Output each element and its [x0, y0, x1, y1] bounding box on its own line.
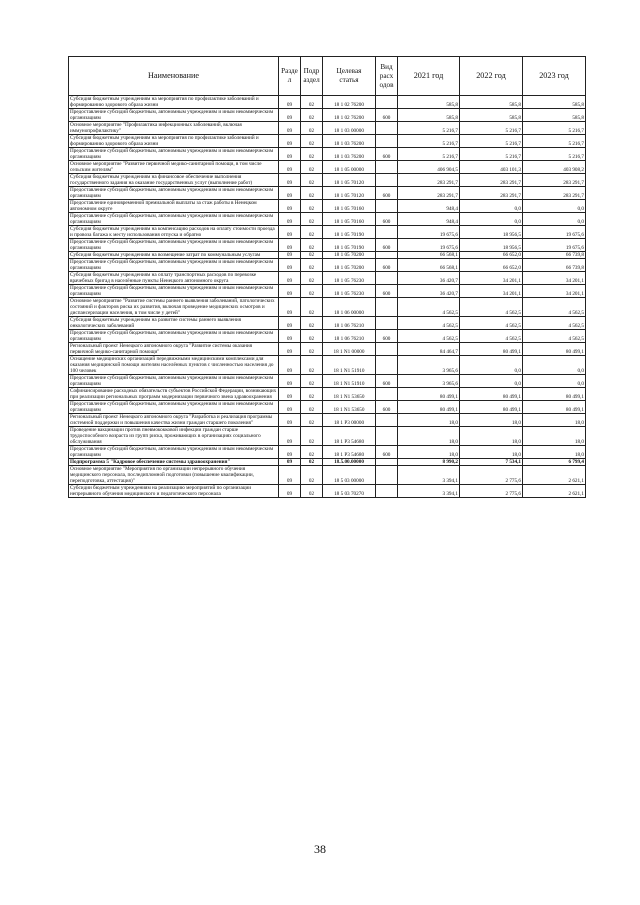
header-subsection: Подр аздел [301, 57, 323, 96]
table-row [69, 272, 586, 285]
table-row [69, 298, 586, 317]
row-amount-2021: 36 420,7 [398, 285, 460, 298]
row-name: Предоставление субсидий бюджетным, автономным учреждениям и иным некоммерческим организациям [69, 259, 279, 272]
row-amount-2021: 19 675,6 [398, 239, 460, 252]
header-year-2022: 2022 год [460, 57, 523, 96]
table-row [69, 401, 586, 414]
table-row [69, 259, 586, 272]
row-section: 09 [279, 356, 301, 375]
row-amount-2022: 0,0 [460, 375, 523, 388]
row-amount-2021: 66 568,1 [398, 252, 460, 259]
row-target-article: 18 1 05 76230 [323, 285, 376, 298]
table-row [69, 330, 586, 343]
row-amount-2021: 948,4 [398, 200, 460, 213]
table-body [69, 96, 586, 498]
table-row [69, 122, 586, 135]
row-amount-2021: 8 990,2 [398, 459, 460, 466]
row-section: 09 [279, 213, 301, 226]
row-amount-2023: 2 621,1 [523, 485, 586, 498]
row-amount-2021: 3 394,1 [398, 466, 460, 485]
row-target-article: 18 1 P3 54680 [323, 446, 376, 459]
row-amount-2022: 283 291,7 [460, 174, 523, 187]
row-section: 09 [279, 446, 301, 459]
row-name: Предоставление субсидий бюджетным, автономным учреждениям и иным некоммерческим организациям [69, 148, 279, 161]
row-amount-2021: 5 216,7 [398, 148, 460, 161]
row-subsection: 02 [301, 343, 323, 356]
row-amount-2022: 283 291,7 [460, 187, 523, 200]
row-subsection: 02 [301, 213, 323, 226]
header-target-article: Целевая статья [323, 57, 376, 96]
row-amount-2022: 5 216,7 [460, 122, 523, 135]
row-amount-2021: 585,8 [398, 96, 460, 109]
row-subsection: 02 [301, 272, 323, 285]
row-amount-2021: 84 464,7 [398, 343, 460, 356]
table-row [69, 414, 586, 427]
row-name: Основное мероприятие "Развитие первичной медико-санитарной помощи, в том числе сельским жителям" [69, 161, 279, 174]
row-name: Предоставление субсидий бюджетным, автономным учреждениям и иным некоммерческим организациям [69, 375, 279, 388]
row-section: 09 [279, 459, 301, 466]
row-target-article: 18 1 05 00000 [323, 161, 376, 174]
table-row [69, 459, 586, 466]
row-section: 09 [279, 317, 301, 330]
row-amount-2023: 0,0 [523, 356, 586, 375]
row-amount-2021: 585,8 [398, 109, 460, 122]
table-row [69, 213, 586, 226]
row-amount-2022: 0,0 [460, 200, 523, 213]
row-target-article: 18 1 02 76200 [323, 109, 376, 122]
row-section: 09 [279, 485, 301, 498]
row-amount-2022: 18 956,5 [460, 226, 523, 239]
row-section: 09 [279, 427, 301, 446]
table-row [69, 96, 586, 109]
row-name: Региональный проект Ненецкого автономного округа "Развитие системы оказания первичной медико-санитарной помощи" [69, 343, 279, 356]
row-name: Предоставление субсидий бюджетным, автономным учреждениям и иным некоммерческим организациям [69, 330, 279, 343]
row-section: 09 [279, 239, 301, 252]
row-amount-2023: 19 675,6 [523, 226, 586, 239]
row-subsection: 02 [301, 161, 323, 174]
header-section: Разде л [279, 57, 301, 96]
row-subsection: 02 [301, 317, 323, 330]
row-amount-2023: 403 908,2 [523, 161, 586, 174]
row-amount-2021: 5 216,7 [398, 135, 460, 148]
row-section: 09 [279, 414, 301, 427]
row-amount-2022: 0,0 [460, 356, 523, 375]
row-name: Предоставление единовременной премиальной выплаты за стаж работы в Ненецком автономном округе [69, 200, 279, 213]
table-row [69, 135, 586, 148]
row-amount-2022: 4 562,5 [460, 330, 523, 343]
row-amount-2023: 80 499,1 [523, 343, 586, 356]
row-section: 09 [279, 375, 301, 388]
row-amount-2021: 283 291,7 [398, 187, 460, 200]
page-number: 38 [314, 842, 326, 856]
row-section: 09 [279, 252, 301, 259]
row-section: 09 [279, 226, 301, 239]
row-expense-type [376, 298, 398, 317]
row-subsection: 02 [301, 252, 323, 259]
row-amount-2022: 5 216,7 [460, 148, 523, 161]
table-row [69, 317, 586, 330]
row-name: Предоставление субсидий бюджетным, автономным учреждениям и иным некоммерческим организациям [69, 213, 279, 226]
row-target-article: 18 1 05 70120 [323, 174, 376, 187]
row-amount-2023: 2 621,1 [523, 466, 586, 485]
row-amount-2022: 18,0 [460, 414, 523, 427]
row-section: 09 [279, 174, 301, 187]
row-amount-2023: 283 291,7 [523, 174, 586, 187]
row-target-article: 18 1 06 76210 [323, 330, 376, 343]
row-amount-2022: 0,0 [460, 213, 523, 226]
row-amount-2023: 19 675,6 [523, 239, 586, 252]
row-subsection: 02 [301, 375, 323, 388]
row-subsection: 02 [301, 485, 323, 498]
row-subsection: 02 [301, 466, 323, 485]
row-amount-2022: 7 534,1 [460, 459, 523, 466]
row-target-article: 18 1 05 70160 [323, 200, 376, 213]
row-section: 09 [279, 148, 301, 161]
row-subsection: 02 [301, 239, 323, 252]
row-expense-type [376, 161, 398, 174]
row-expense-type: 600 [376, 109, 398, 122]
row-amount-2023: 5 216,7 [523, 148, 586, 161]
row-amount-2023: 0,0 [523, 375, 586, 388]
row-amount-2022: 80 499,1 [460, 401, 523, 414]
row-section: 09 [279, 298, 301, 317]
row-name: Основное мероприятие "Развитие системы раннего выявления заболеваний, патологических состояний и факторов риска их развития, включая проведение медицинских осмотров и диспансеризации населения, в том числе у детей" [69, 298, 279, 317]
table-row [69, 285, 586, 298]
row-amount-2022: 5 216,7 [460, 135, 523, 148]
row-section: 09 [279, 200, 301, 213]
row-subsection: 02 [301, 388, 323, 401]
row-amount-2023: 0,0 [523, 213, 586, 226]
row-target-article: 18 1 03 00000 [323, 122, 376, 135]
table-row [69, 239, 586, 252]
row-name: Субсидия бюджетным учреждениям на развитие системы раннего выявления онкологических заболеваний [69, 317, 279, 330]
row-expense-type [376, 174, 398, 187]
row-target-article: 18 1 P3 54680 [323, 427, 376, 446]
row-name: Основное мероприятие "Мероприятия по организации непрерывного обучения медицинского персонала, последипломной подготовки (повышение квалификации, переподготовка, аттестация)" [69, 466, 279, 485]
row-subsection: 02 [301, 427, 323, 446]
row-subsection: 02 [301, 259, 323, 272]
row-expense-type: 600 [376, 446, 398, 459]
row-amount-2023: 80 499,1 [523, 401, 586, 414]
row-amount-2021: 18,0 [398, 427, 460, 446]
row-amount-2022: 80 499,1 [460, 388, 523, 401]
row-name: Субсидия бюджетным учреждениям на финансовое обеспечение выполнения государственного задания на оказание государственных услуг (выполнение работ) [69, 174, 279, 187]
row-expense-type: 600 [376, 187, 398, 200]
row-target-article: 18 1 N1 00000 [323, 343, 376, 356]
row-amount-2021: 80 499,1 [398, 388, 460, 401]
row-name: Предоставление субсидий бюджетным, автономным учреждениям и иным некоммерческим организациям [69, 285, 279, 298]
row-subsection: 02 [301, 148, 323, 161]
row-amount-2023: 585,8 [523, 109, 586, 122]
row-target-article: 18 1 03 76200 [323, 148, 376, 161]
row-section: 09 [279, 466, 301, 485]
row-expense-type [376, 427, 398, 446]
row-target-article: 18 1 05 70190 [323, 239, 376, 252]
row-amount-2023: 585,8 [523, 96, 586, 109]
row-name: Проведение вакцинации против пневмококковой инфекции граждан старше трудоспособного возраста из групп риска, проживающих в организациях социального обслуживания [69, 427, 279, 446]
row-expense-type [376, 343, 398, 356]
row-amount-2023: 5 216,7 [523, 122, 586, 135]
row-subsection: 02 [301, 109, 323, 122]
row-section: 09 [279, 259, 301, 272]
row-amount-2023: 5 216,7 [523, 135, 586, 148]
header-year-2023: 2023 год [523, 57, 586, 96]
row-target-article: 18 1 06 76210 [323, 317, 376, 330]
row-amount-2023: 283 291,7 [523, 187, 586, 200]
table-row [69, 356, 586, 375]
header-name: Наименование [69, 57, 279, 96]
row-amount-2023: 66 739,8 [523, 252, 586, 259]
row-target-article: 18 1 05 70190 [323, 226, 376, 239]
row-target-article: 18 1 03 76200 [323, 135, 376, 148]
header-year-2021: 2021 год [398, 57, 460, 96]
row-expense-type [376, 96, 398, 109]
row-section: 09 [279, 187, 301, 200]
row-amount-2021: 3 394,1 [398, 485, 460, 498]
row-amount-2023: 34 201,1 [523, 272, 586, 285]
row-amount-2022: 2 775,6 [460, 485, 523, 498]
row-expense-type [376, 356, 398, 375]
row-expense-type [376, 388, 398, 401]
row-subsection: 02 [301, 122, 323, 135]
row-target-article: 18 1 05 76230 [323, 272, 376, 285]
row-subsection: 02 [301, 330, 323, 343]
row-amount-2023: 66 739,8 [523, 259, 586, 272]
table-row [69, 427, 586, 446]
row-amount-2023: 4 562,5 [523, 298, 586, 317]
row-section: 09 [279, 343, 301, 356]
table-row [69, 200, 586, 213]
row-amount-2022: 585,8 [460, 96, 523, 109]
row-amount-2023: 4 562,5 [523, 317, 586, 330]
row-name: Региональный проект Ненецкого автономного округа "Разработка и реализация программы системной поддержки и повышения качества жизни граждан старшего поколения" [69, 414, 279, 427]
table-row [69, 252, 586, 259]
row-expense-type [376, 122, 398, 135]
row-expense-type [376, 485, 398, 498]
row-amount-2022: 585,8 [460, 109, 523, 122]
row-amount-2022: 66 652,0 [460, 252, 523, 259]
row-target-article: 18 5 03 00000 [323, 466, 376, 485]
row-amount-2022: 18 956,5 [460, 239, 523, 252]
table-row [69, 343, 586, 356]
row-expense-type [376, 272, 398, 285]
row-amount-2021: 80 499,1 [398, 401, 460, 414]
row-expense-type [376, 459, 398, 466]
row-section: 09 [279, 161, 301, 174]
table-row [69, 161, 586, 174]
row-name: Предоставление субсидий бюджетным, автономным учреждениям и иным некоммерческим организациям [69, 401, 279, 414]
row-amount-2022: 403 101,3 [460, 161, 523, 174]
row-section: 09 [279, 135, 301, 148]
row-expense-type: 600 [376, 259, 398, 272]
table-row [69, 226, 586, 239]
row-amount-2022: 2 775,6 [460, 466, 523, 485]
row-expense-type: 600 [376, 213, 398, 226]
row-amount-2021: 3 965,6 [398, 356, 460, 375]
row-expense-type [376, 466, 398, 485]
row-amount-2022: 34 201,1 [460, 272, 523, 285]
table-row [69, 375, 586, 388]
row-amount-2023: 6 799,4 [523, 459, 586, 466]
table-row [69, 174, 586, 187]
row-amount-2021: 4 562,5 [398, 330, 460, 343]
budget-table [68, 56, 586, 498]
row-subsection: 02 [301, 174, 323, 187]
row-amount-2021: 3 965,6 [398, 375, 460, 388]
row-expense-type: 600 [376, 375, 398, 388]
row-amount-2021: 4 562,5 [398, 298, 460, 317]
row-amount-2021: 36 420,7 [398, 272, 460, 285]
row-amount-2023: 18,0 [523, 414, 586, 427]
row-section: 09 [279, 285, 301, 298]
row-target-article: 18 1 N1 53650 [323, 388, 376, 401]
table-row [69, 485, 586, 498]
row-expense-type: 600 [376, 285, 398, 298]
row-expense-type: 600 [376, 239, 398, 252]
row-section: 09 [279, 109, 301, 122]
row-amount-2023: 34 201,1 [523, 285, 586, 298]
row-amount-2023: 4 562,5 [523, 330, 586, 343]
row-amount-2022: 66 652,0 [460, 259, 523, 272]
row-amount-2021: 5 216,7 [398, 122, 460, 135]
row-amount-2021: 18,0 [398, 446, 460, 459]
row-amount-2021: 406 904,5 [398, 161, 460, 174]
row-name: Предоставление субсидий бюджетным, автономным учреждениям и иным некоммерческим организациям [69, 446, 279, 459]
row-subsection: 02 [301, 446, 323, 459]
table-row [69, 187, 586, 200]
row-section: 09 [279, 122, 301, 135]
row-target-article: 18 1 05 70160 [323, 213, 376, 226]
row-amount-2022: 80 499,1 [460, 343, 523, 356]
row-name: Субсидия бюджетным учреждениям на оплату транспортных расходов по перевозке врачебных бригад в населённые пункты Ненецкого автономного округа [69, 272, 279, 285]
row-expense-type [376, 200, 398, 213]
row-section: 09 [279, 96, 301, 109]
row-target-article: 18 1 P3 00000 [323, 414, 376, 427]
row-expense-type [376, 226, 398, 239]
row-amount-2023: 80 499,1 [523, 388, 586, 401]
row-name: Субсидия бюджетным учреждениям на мероприятия по профилактике заболеваний и формированию здорового образа жизни [69, 135, 279, 148]
row-target-article: 18 1 05 70120 [323, 187, 376, 200]
row-subsection: 02 [301, 298, 323, 317]
row-subsection: 02 [301, 135, 323, 148]
row-section: 09 [279, 330, 301, 343]
row-name: Основное мероприятие "Профилактика инфекционных заболеваний, включая иммунопрофилактику" [69, 122, 279, 135]
row-target-article: 18 1 05 70200 [323, 252, 376, 259]
table-row [69, 446, 586, 459]
row-section: 09 [279, 401, 301, 414]
row-target-article: 18.5.00.00000 [323, 459, 376, 466]
row-amount-2023: 18,0 [523, 446, 586, 459]
row-subsection: 02 [301, 414, 323, 427]
row-name: Субсидия бюджетным учреждениям на компенсацию расходов на оплату стоимости проезда и провоза багажа к месту использования отпуска и обратно [69, 226, 279, 239]
row-amount-2021: 283 291,7 [398, 174, 460, 187]
row-target-article: 18 1 02 76200 [323, 96, 376, 109]
row-expense-type: 600 [376, 330, 398, 343]
row-amount-2021: 66 568,1 [398, 259, 460, 272]
row-target-article: 18 1 N1 53650 [323, 401, 376, 414]
row-section: 09 [279, 272, 301, 285]
row-amount-2022: 34 201,1 [460, 285, 523, 298]
row-subsection: 02 [301, 356, 323, 375]
row-subsection: 02 [301, 285, 323, 298]
row-target-article: 18 1 05 70200 [323, 259, 376, 272]
row-target-article: 18 1 06 00000 [323, 298, 376, 317]
row-amount-2021: 948,4 [398, 213, 460, 226]
row-name: Предоставление субсидий бюджетным, автономным учреждениям и иным некоммерческим организациям [69, 187, 279, 200]
table-row [69, 388, 586, 401]
row-expense-type: 600 [376, 401, 398, 414]
row-target-article: 18 1 N1 51910 [323, 356, 376, 375]
row-name: Субсидия бюджетным учреждениям на мероприятия по профилактике заболеваний и формированию здорового образа жизни [69, 96, 279, 109]
row-amount-2023: 0,0 [523, 200, 586, 213]
row-expense-type: 600 [376, 148, 398, 161]
row-name: Предоставление субсидий бюджетным, автономным учреждениям и иным некоммерческим организациям [69, 239, 279, 252]
table-row [69, 466, 586, 485]
table-row [69, 109, 586, 122]
row-subsection: 02 [301, 401, 323, 414]
budget-table-container [68, 56, 585, 498]
row-amount-2022: 18,0 [460, 427, 523, 446]
row-amount-2022: 18,0 [460, 446, 523, 459]
row-expense-type [376, 252, 398, 259]
row-amount-2023: 18,0 [523, 427, 586, 446]
row-name: Предоставление субсидий бюджетным, автономным учреждениям и иным некоммерческим организациям [69, 109, 279, 122]
row-amount-2021: 18,0 [398, 414, 460, 427]
row-subsection: 02 [301, 187, 323, 200]
table-row [69, 148, 586, 161]
row-target-article: 18 1 N1 51910 [323, 375, 376, 388]
row-amount-2021: 19 675,6 [398, 226, 460, 239]
row-subsection: 02 [301, 200, 323, 213]
row-name: Субсидии бюджетным учреждениям на реализацию мероприятий по организации непрерывного обучения медицинского и педагогического персонала [69, 485, 279, 498]
row-amount-2022: 4 562,5 [460, 298, 523, 317]
row-amount-2022: 4 562,5 [460, 317, 523, 330]
row-name: Субсидия бюджетным учреждениям на возмещение затрат по коммунальным услугам [69, 252, 279, 259]
row-name: Подпрограмма 5 "Кадровое обеспечение системы здравоохранения" [69, 459, 279, 466]
table-header-row [69, 57, 586, 96]
row-expense-type [376, 135, 398, 148]
row-target-article: 18 5 03 70270 [323, 485, 376, 498]
row-expense-type [376, 317, 398, 330]
header-expense-type: Вид расх одов [376, 57, 398, 96]
row-expense-type [376, 414, 398, 427]
row-subsection: 02 [301, 226, 323, 239]
row-name: Софинансирование расходных обязательств субъектов Российской Федерации, возникающих при реализации региональных программ модернизации первичного звена здравоохранения [69, 388, 279, 401]
row-section: 09 [279, 388, 301, 401]
row-name: Оснащение медицинских организаций передвижными медицинскими комплексами для оказания медицинской помощи жителям населённых пунктов с численностью населения до 100 человек [69, 356, 279, 375]
row-amount-2021: 4 562,5 [398, 317, 460, 330]
row-subsection: 02 [301, 459, 323, 466]
row-subsection: 02 [301, 96, 323, 109]
